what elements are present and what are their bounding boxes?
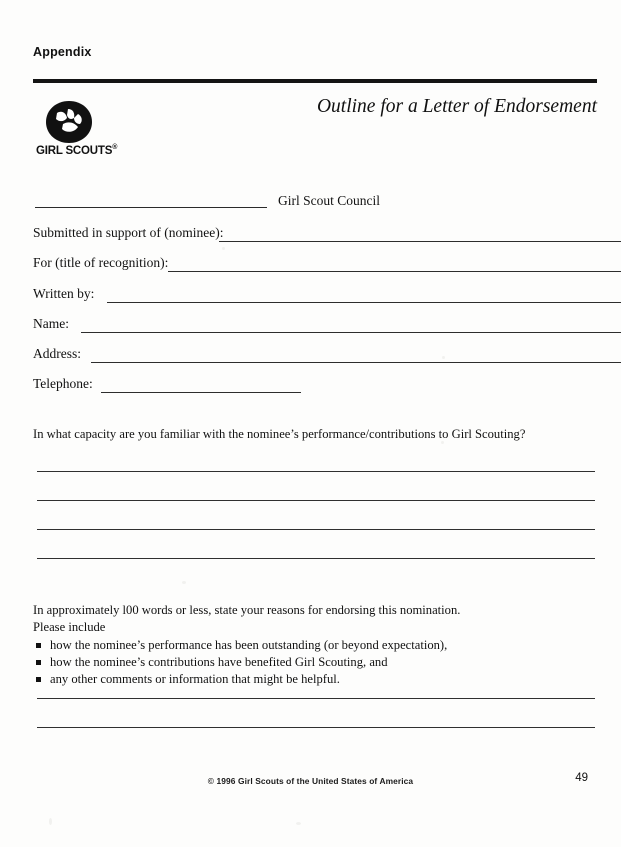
answer-line[interactable] bbox=[37, 471, 595, 472]
endorsement-instructions bbox=[33, 602, 603, 688]
list-item: how the nominee’s performance has been outstanding (or beyond expectation), bbox=[33, 637, 603, 654]
field-input[interactable] bbox=[219, 241, 621, 242]
field-label: Submitted in support of (nominee): bbox=[33, 225, 224, 240]
field-name bbox=[33, 316, 597, 336]
field-label: Address: bbox=[33, 346, 81, 361]
council-label: Girl Scout Council bbox=[278, 193, 380, 208]
council-field bbox=[33, 193, 597, 211]
page-title: Outline for a Letter of Endorsement bbox=[316, 96, 597, 117]
field-written-by bbox=[33, 286, 597, 306]
field-label: For (title of recognition): bbox=[33, 255, 169, 270]
answer-line[interactable] bbox=[37, 558, 595, 559]
field-label: Telephone: bbox=[33, 376, 93, 391]
field-input[interactable] bbox=[101, 392, 301, 393]
section-label: Appendix bbox=[33, 45, 92, 59]
scan-artifact bbox=[182, 581, 186, 584]
field-nominee bbox=[33, 225, 597, 245]
list-item: how the nominee’s contributions have benefited Girl Scouting, and bbox=[33, 654, 603, 671]
field-input[interactable] bbox=[107, 302, 621, 303]
reasons-line[interactable] bbox=[37, 727, 595, 728]
instructions-line-2: Please include bbox=[33, 619, 106, 634]
scan-artifact bbox=[222, 247, 225, 250]
logo-wordmark-text: GIRL SCOUTS bbox=[36, 144, 113, 157]
page-number: 49 bbox=[575, 772, 588, 784]
list-item: any other comments or information that might be helpful. bbox=[33, 671, 603, 688]
field-input[interactable] bbox=[81, 332, 621, 333]
scan-artifact bbox=[296, 822, 301, 825]
reasons-line[interactable] bbox=[37, 698, 595, 699]
field-address bbox=[33, 346, 597, 366]
council-input[interactable] bbox=[35, 207, 267, 208]
header-rule bbox=[33, 79, 597, 83]
answer-line[interactable] bbox=[37, 529, 595, 530]
field-telephone bbox=[33, 376, 597, 396]
field-input[interactable] bbox=[91, 362, 621, 363]
girl-scouts-logo bbox=[36, 100, 122, 162]
answer-line[interactable] bbox=[37, 500, 595, 501]
field-label: Name: bbox=[33, 316, 69, 331]
instructions-line-1: In approximately l00 words or less, state your reasons for endorsing this nomination. bbox=[33, 603, 461, 617]
logo-wordmark bbox=[36, 144, 117, 157]
scan-artifact bbox=[49, 818, 52, 825]
logo-trademark: ® bbox=[112, 144, 118, 151]
field-label: Written by: bbox=[33, 286, 95, 301]
footer-copyright: © 1996 Girl Scouts of the United States of America bbox=[207, 776, 414, 786]
field-title-of-recognition bbox=[33, 255, 597, 275]
field-input[interactable] bbox=[168, 271, 621, 272]
capacity-question: In what capacity are you familiar with the nominee’s performance/contributions to Girl Scouting? bbox=[33, 427, 526, 441]
instructions-bullet-list bbox=[33, 637, 603, 688]
trefoil-icon bbox=[44, 100, 94, 144]
